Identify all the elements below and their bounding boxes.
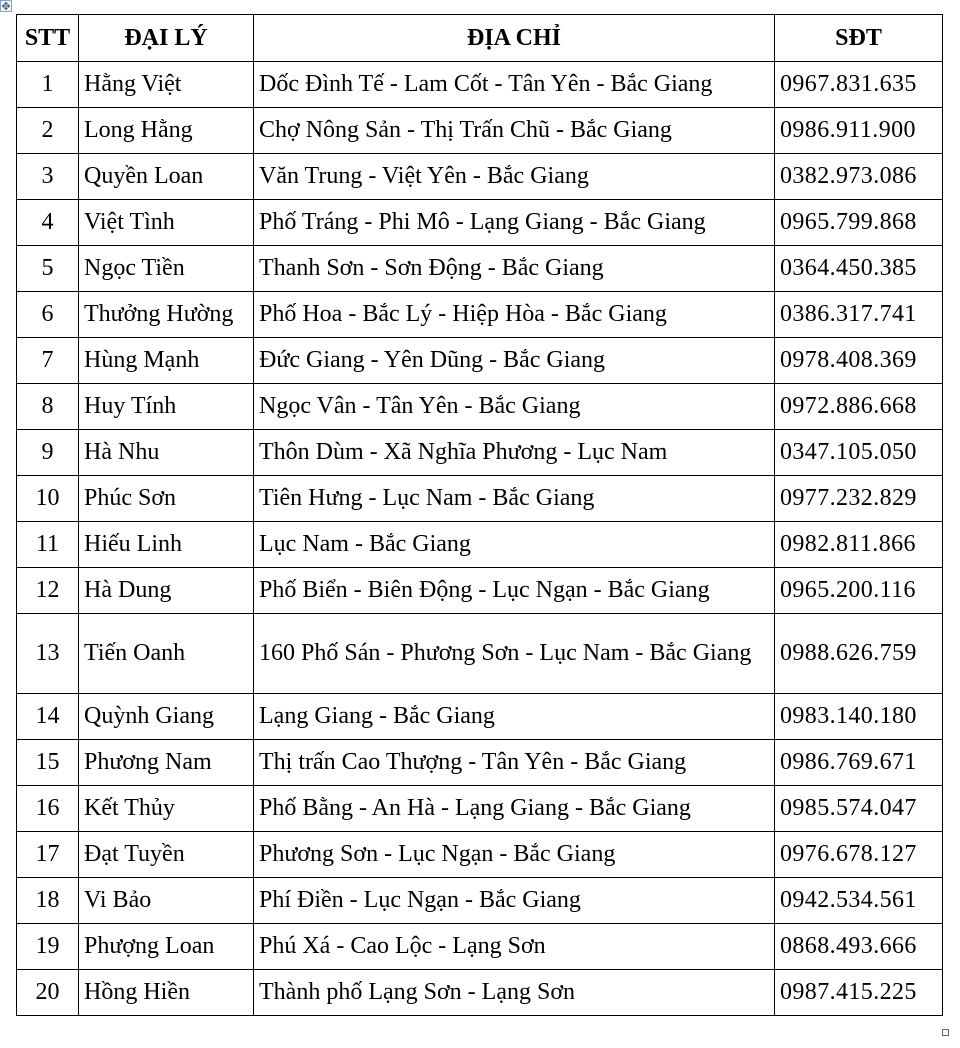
- table-row: [17, 924, 943, 970]
- table-row: [17, 970, 943, 1016]
- cell-address: Tiên Hưng - Lục Nam - Bắc Giang: [254, 476, 775, 522]
- table-row: [17, 694, 943, 740]
- table-move-handle-icon[interactable]: ✥: [1, 1, 11, 13]
- table-row: [17, 338, 943, 384]
- cell-dealer: Phương Nam: [79, 740, 254, 786]
- cell-dealer: Long Hằng: [79, 108, 254, 154]
- cell-address: Đức Giang - Yên Dũng - Bắc Giang: [254, 338, 775, 384]
- table-row: [17, 832, 943, 878]
- cell-address: Thanh Sơn - Sơn Động - Bắc Giang: [254, 246, 775, 292]
- cell-dealer: Hiếu Linh: [79, 522, 254, 568]
- cell-phone: 0978.408.369: [775, 338, 943, 384]
- table-row: [17, 200, 943, 246]
- table-row: [17, 786, 943, 832]
- table-header-row: [17, 15, 943, 62]
- cell-address: Phương Sơn - Lục Ngạn - Bắc Giang: [254, 832, 775, 878]
- cell-stt: 12: [17, 568, 79, 614]
- table-resize-handle-icon[interactable]: [942, 1029, 949, 1036]
- table-row: [17, 476, 943, 522]
- cell-address: Lục Nam - Bắc Giang: [254, 522, 775, 568]
- header-dealer: ĐẠI LÝ: [79, 15, 254, 62]
- table-row: [17, 878, 943, 924]
- cell-phone: 0364.450.385: [775, 246, 943, 292]
- cell-phone: 0386.317.741: [775, 292, 943, 338]
- cell-phone: 0987.415.225: [775, 970, 943, 1016]
- cell-dealer: Kết Thủy: [79, 786, 254, 832]
- cell-dealer: Hằng Việt: [79, 62, 254, 108]
- dealer-table: [16, 14, 943, 1016]
- cell-phone: 0977.232.829: [775, 476, 943, 522]
- cell-dealer: Hùng Mạnh: [79, 338, 254, 384]
- header-address: ĐỊA CHỈ: [254, 15, 775, 62]
- table-row: [17, 430, 943, 476]
- table-row: [17, 108, 943, 154]
- cell-phone: 0382.973.086: [775, 154, 943, 200]
- cell-stt: 14: [17, 694, 79, 740]
- cell-address: Ngọc Vân - Tân Yên - Bắc Giang: [254, 384, 775, 430]
- cell-stt: 6: [17, 292, 79, 338]
- cell-address: 160 Phố Sán - Phương Sơn - Lục Nam - Bắc Giang: [254, 614, 775, 694]
- cell-stt: 18: [17, 878, 79, 924]
- cell-phone: 0972.886.668: [775, 384, 943, 430]
- cell-dealer: Ngọc Tiền: [79, 246, 254, 292]
- cell-address: Phố Hoa - Bắc Lý - Hiệp Hòa - Bắc Giang: [254, 292, 775, 338]
- cell-stt: 4: [17, 200, 79, 246]
- cell-address: Phố Biển - Biên Động - Lục Ngạn - Bắc Giang: [254, 568, 775, 614]
- cell-stt: 5: [17, 246, 79, 292]
- cell-address: Dốc Đình Tế - Lam Cốt - Tân Yên - Bắc Giang: [254, 62, 775, 108]
- cell-stt: 20: [17, 970, 79, 1016]
- cell-address: Thị trấn Cao Thượng - Tân Yên - Bắc Giang: [254, 740, 775, 786]
- table-row: [17, 384, 943, 430]
- table-row: [17, 154, 943, 200]
- cell-phone: 0965.200.116: [775, 568, 943, 614]
- cell-dealer: Tiến Oanh: [79, 614, 254, 694]
- cell-stt: 7: [17, 338, 79, 384]
- cell-stt: 2: [17, 108, 79, 154]
- cell-stt: 3: [17, 154, 79, 200]
- cell-phone: 0965.799.868: [775, 200, 943, 246]
- cell-address: Văn Trung - Việt Yên - Bắc Giang: [254, 154, 775, 200]
- table-row: [17, 568, 943, 614]
- cell-address: Phố Tráng - Phi Mô - Lạng Giang - Bắc Giang: [254, 200, 775, 246]
- cell-phone: 0868.493.666: [775, 924, 943, 970]
- cell-dealer: Vi Bảo: [79, 878, 254, 924]
- cell-address: Lạng Giang - Bắc Giang: [254, 694, 775, 740]
- cell-dealer: Hà Dung: [79, 568, 254, 614]
- cell-dealer: Quyền Loan: [79, 154, 254, 200]
- table-row: [17, 246, 943, 292]
- header-phone: SĐT: [775, 15, 943, 62]
- cell-stt: 10: [17, 476, 79, 522]
- cell-dealer: Huy Tính: [79, 384, 254, 430]
- cell-stt: 19: [17, 924, 79, 970]
- cell-address: Phố Bằng - An Hà - Lạng Giang - Bắc Giang: [254, 786, 775, 832]
- cell-address: Thôn Dùm - Xã Nghĩa Phương - Lục Nam: [254, 430, 775, 476]
- cell-stt: 8: [17, 384, 79, 430]
- table-row: [17, 740, 943, 786]
- cell-address: Chợ Nông Sản - Thị Trấn Chũ - Bắc Giang: [254, 108, 775, 154]
- cell-dealer: Quỳnh Giang: [79, 694, 254, 740]
- cell-dealer: Phúc Sơn: [79, 476, 254, 522]
- cell-phone: 0986.911.900: [775, 108, 943, 154]
- cell-address: Phú Xá - Cao Lộc - Lạng Sơn: [254, 924, 775, 970]
- cell-phone: 0976.678.127: [775, 832, 943, 878]
- cell-phone: 0347.105.050: [775, 430, 943, 476]
- cell-stt: 9: [17, 430, 79, 476]
- cell-stt: 16: [17, 786, 79, 832]
- cell-phone: 0985.574.047: [775, 786, 943, 832]
- table-row: [17, 62, 943, 108]
- table-row: [17, 292, 943, 338]
- cell-dealer: Việt Tình: [79, 200, 254, 246]
- cell-phone: 0942.534.561: [775, 878, 943, 924]
- cell-stt: 11: [17, 522, 79, 568]
- cell-phone: 0967.831.635: [775, 62, 943, 108]
- header-stt: STT: [17, 15, 79, 62]
- table-row: [17, 522, 943, 568]
- cell-phone: 0982.811.866: [775, 522, 943, 568]
- cell-address: Phí Điền - Lục Ngạn - Bắc Giang: [254, 878, 775, 924]
- cell-stt: 13: [17, 614, 79, 694]
- cell-stt: 17: [17, 832, 79, 878]
- cell-stt: 15: [17, 740, 79, 786]
- cell-phone: 0988.626.759: [775, 614, 943, 694]
- cell-phone: 0986.769.671: [775, 740, 943, 786]
- cell-dealer: Phượng Loan: [79, 924, 254, 970]
- table-row: [17, 614, 943, 694]
- cell-dealer: Thưởng Hường: [79, 292, 254, 338]
- cell-dealer: Đạt Tuyền: [79, 832, 254, 878]
- cell-dealer: Hà Nhu: [79, 430, 254, 476]
- cell-phone: 0983.140.180: [775, 694, 943, 740]
- cell-dealer: Hồng Hiền: [79, 970, 254, 1016]
- cell-stt: 1: [17, 62, 79, 108]
- cell-address: Thành phố Lạng Sơn - Lạng Sơn: [254, 970, 775, 1016]
